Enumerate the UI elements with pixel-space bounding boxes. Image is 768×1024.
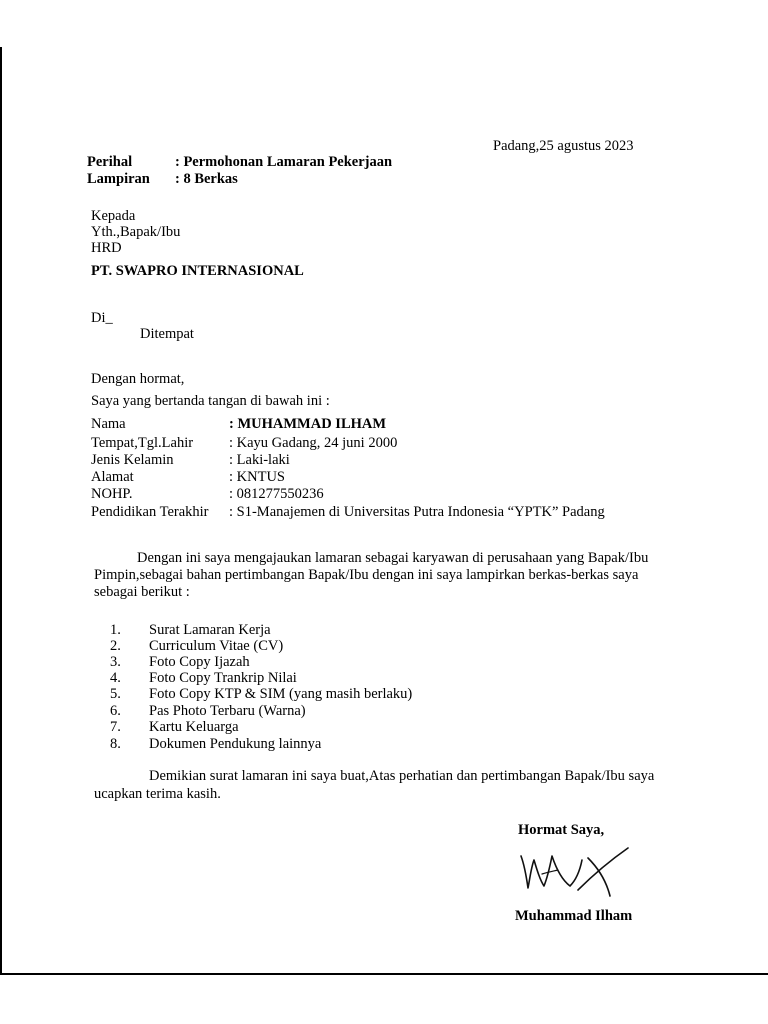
list-item-number: 1. bbox=[110, 622, 121, 638]
identity-value: : Laki-laki bbox=[229, 452, 290, 468]
identity-label: Nama bbox=[91, 416, 126, 432]
list-item-number: 3. bbox=[110, 654, 121, 670]
identity-label: Jenis Kelamin bbox=[91, 452, 174, 468]
lampiran-label: Lampiran bbox=[87, 171, 150, 187]
list-item-number: 6. bbox=[110, 703, 121, 719]
recipient-yth: Yth.,Bapak/Ibu bbox=[91, 224, 181, 240]
list-item-text: Pas Photo Terbaru (Warna) bbox=[149, 703, 306, 719]
recipient-kepada: Kepada bbox=[91, 208, 136, 224]
lampiran-value: : 8 Berkas bbox=[175, 171, 238, 187]
identity-label: NOHP. bbox=[91, 486, 133, 502]
identity-value: : 081277550236 bbox=[229, 486, 324, 502]
body-line: sebagai berikut : bbox=[94, 584, 190, 600]
identity-value: : KNTUS bbox=[229, 469, 285, 485]
place-date: Padang,25 agustus 2023 bbox=[493, 138, 634, 154]
body-line: Dengan ini saya mengajaukan lamaran sebagai karyawan di perusahaan yang Bapak/Ibu bbox=[137, 550, 649, 566]
list-item-text: Dokumen Pendukung lainnya bbox=[149, 736, 322, 752]
list-item-text: Foto Copy Ijazah bbox=[149, 654, 250, 670]
list-item-text: Surat Lamaran Kerja bbox=[149, 622, 271, 638]
greeting: Dengan hormat, bbox=[91, 371, 185, 387]
recipient-di: Di_ bbox=[91, 310, 113, 326]
list-item-text: Foto Copy KTP & SIM (yang masih berlaku) bbox=[149, 686, 413, 702]
intro-line: Saya yang bertanda tangan di bawah ini : bbox=[91, 393, 330, 409]
recipient-dept: HRD bbox=[91, 240, 122, 256]
list-item-number: 2. bbox=[110, 638, 121, 654]
perihal-value: : Permohonan Lamaran Pekerjaan bbox=[175, 154, 393, 170]
closing-line: Demikian surat lamaran ini saya buat,Atas perhatian dan pertimbangan Bapak/Ibu saya bbox=[149, 768, 655, 784]
identity-value: : S1-Manajemen di Universitas Putra Indonesia “YPTK” Padang bbox=[229, 504, 605, 520]
identity-label: Tempat,Tgl.Lahir bbox=[91, 435, 194, 451]
body-line: Pimpin,sebagai bahan pertimbangan Bapak/Ibu dengan ini saya lampirkan berkas-berkas saya bbox=[94, 567, 639, 583]
list-item-number: 7. bbox=[110, 719, 121, 735]
identity-value: : MUHAMMAD ILHAM bbox=[229, 416, 387, 432]
sign-off: Hormat Saya, bbox=[518, 822, 605, 838]
list-item-number: 4. bbox=[110, 670, 121, 686]
identity-label: Pendidikan Terakhir bbox=[91, 504, 209, 520]
list-item-text: Curriculum Vitae (CV) bbox=[149, 638, 284, 654]
list-item-number: 8. bbox=[110, 736, 121, 752]
perihal-label: Perihal bbox=[87, 154, 133, 170]
identity-value: : Kayu Gadang, 24 juni 2000 bbox=[229, 435, 398, 451]
recipient-ditempat: Ditempat bbox=[140, 326, 194, 342]
signature-image bbox=[518, 844, 636, 904]
identity-label: Alamat bbox=[91, 469, 134, 485]
signer-name: Muhammad Ilham bbox=[515, 908, 633, 924]
list-item-text: Kartu Keluarga bbox=[149, 719, 239, 735]
recipient-company: PT. SWAPRO INTERNASIONAL bbox=[91, 263, 304, 279]
list-item-text: Foto Copy Trankrip Nilai bbox=[149, 670, 297, 686]
list-item-number: 5. bbox=[110, 686, 121, 702]
closing-line: ucapkan terima kasih. bbox=[94, 786, 221, 802]
